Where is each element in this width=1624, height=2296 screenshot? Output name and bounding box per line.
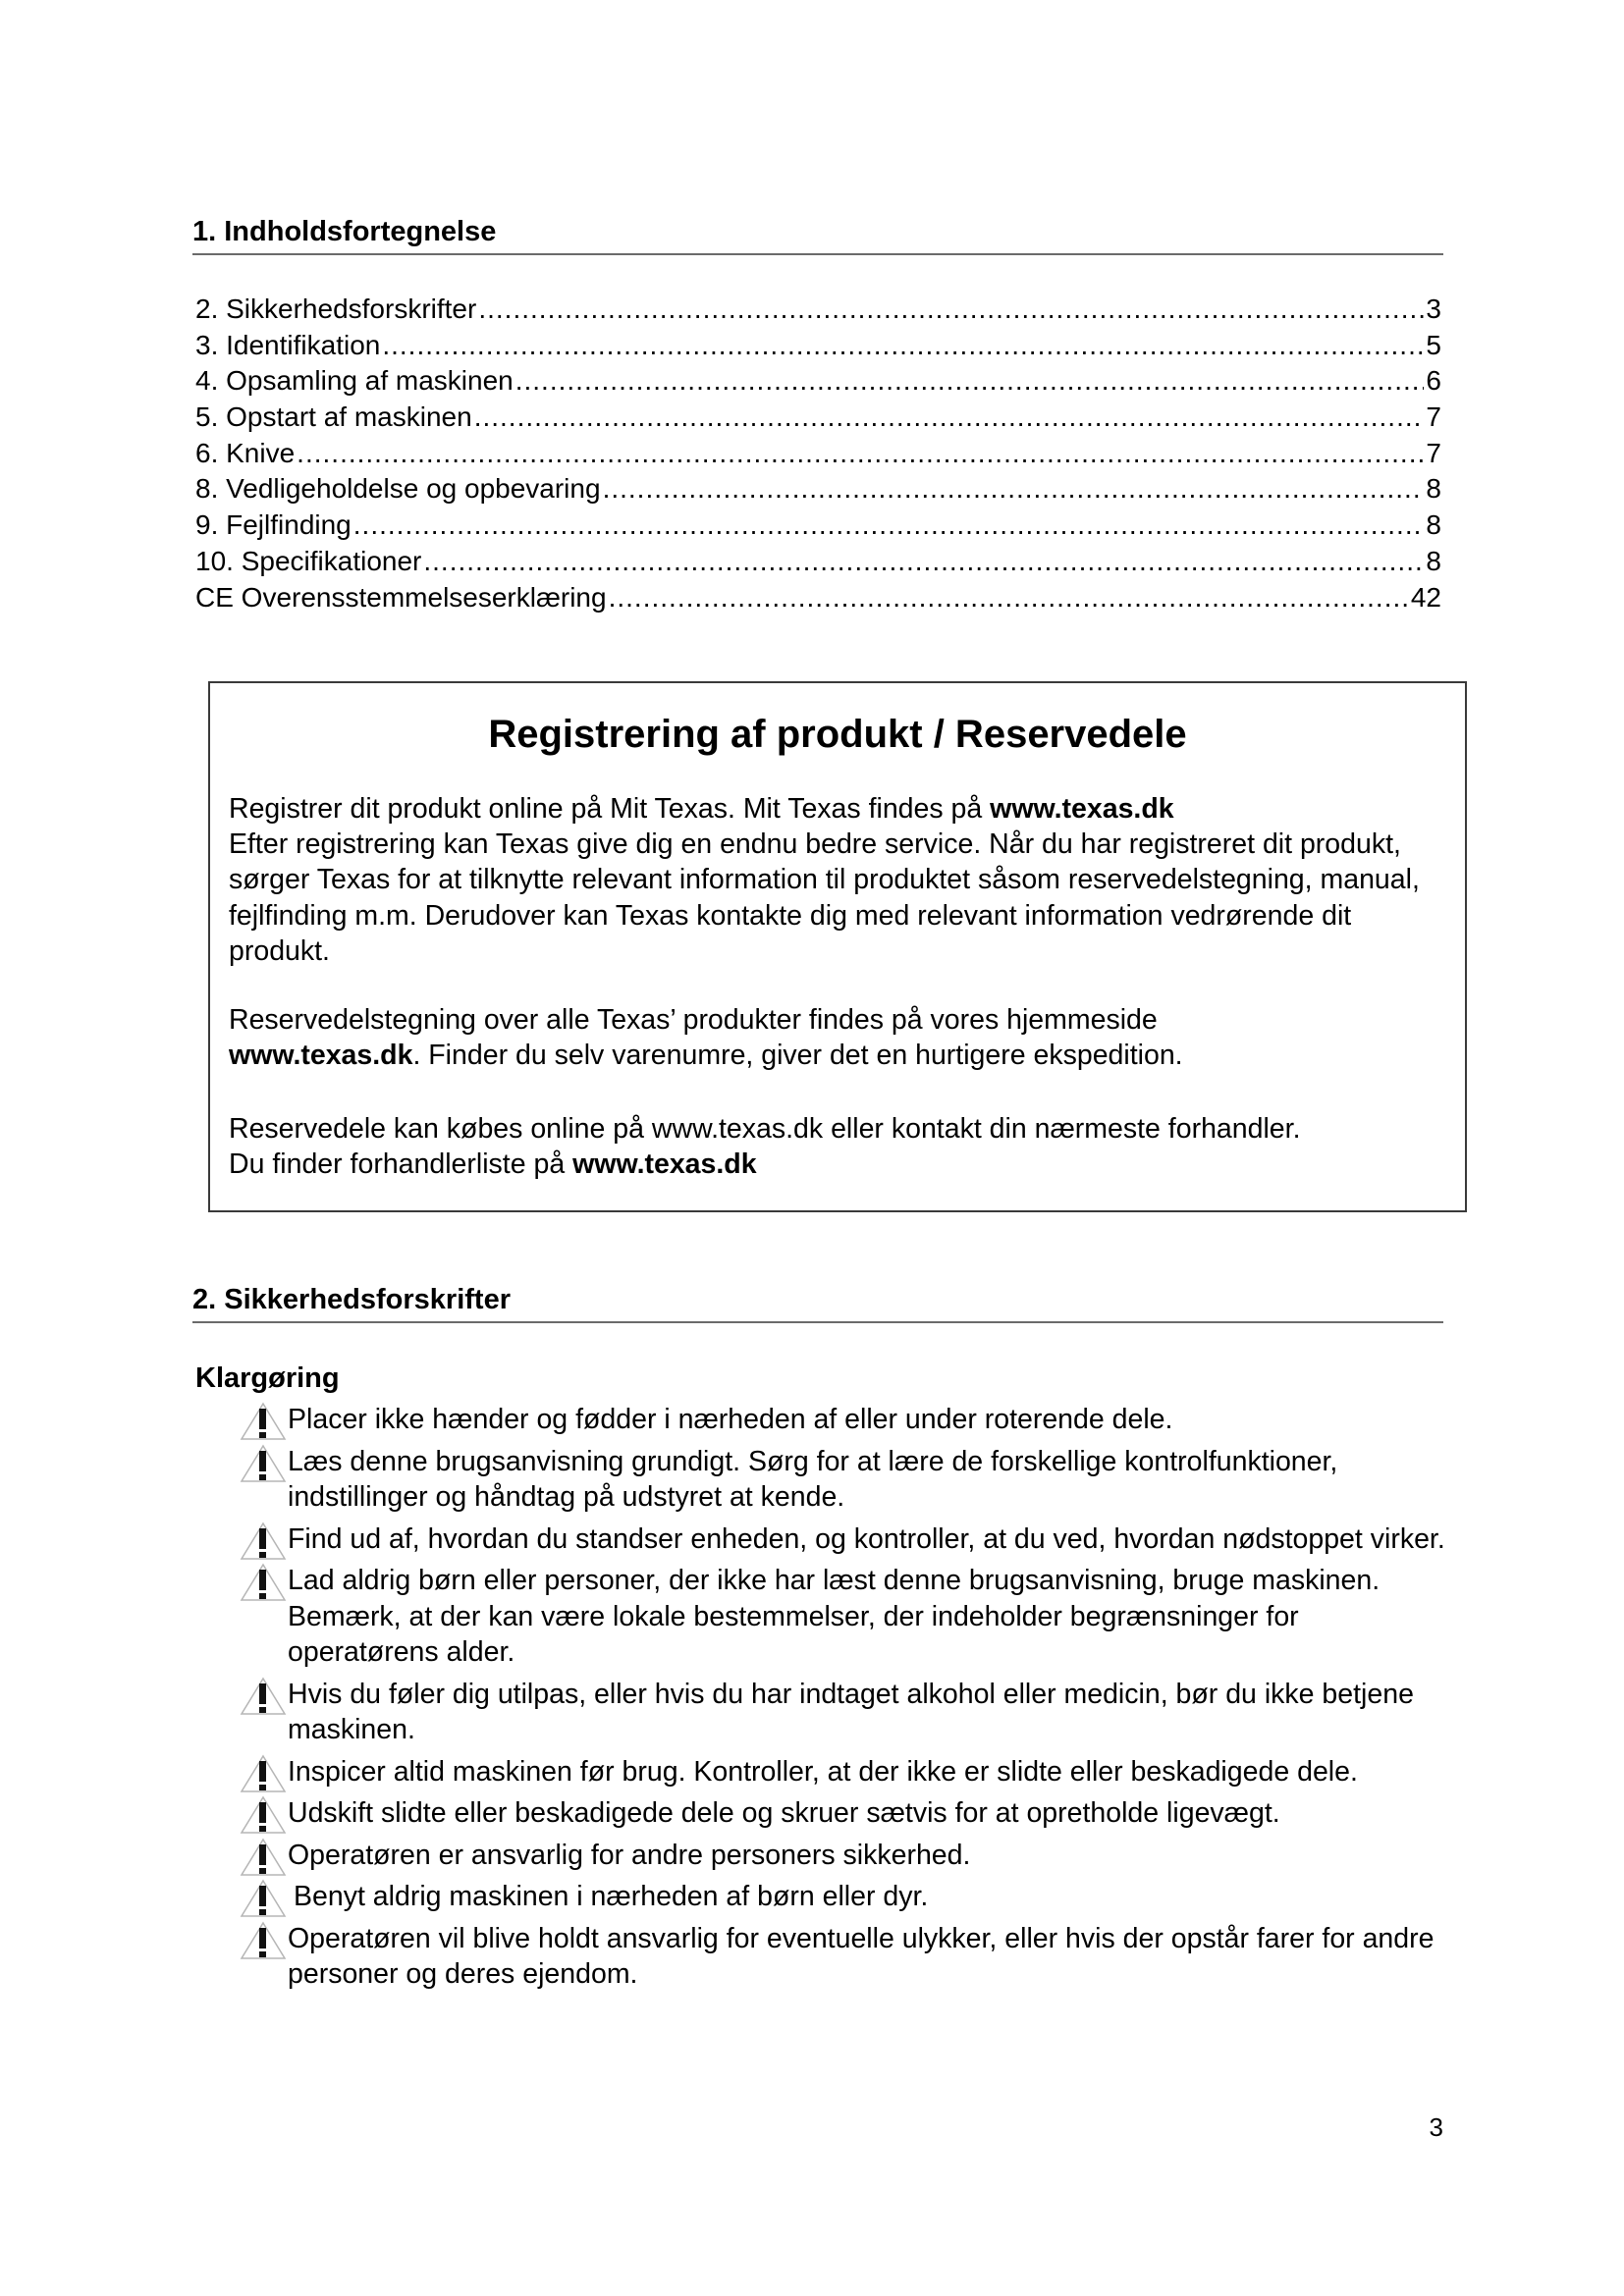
warning-text: Placer ikke hænder og fødder i nærheden af eller under roterende dele.	[288, 1404, 1173, 1435]
warning-item	[236, 1879, 1453, 1915]
toc-entry	[195, 580, 1441, 616]
registration-text: Registrer dit produkt online på Mit Texas. Mit Texas findes på	[229, 793, 991, 825]
warning-triangle-icon	[236, 1754, 287, 1793]
toc-entry-page: 42	[1410, 581, 1441, 613]
warning-item	[236, 1402, 1453, 1438]
toc-entry-title: 9. Fejlfinding	[195, 509, 352, 541]
toc-entry-page: 8	[1426, 509, 1441, 541]
warning-triangle-icon	[236, 1522, 287, 1561]
warning-triangle-icon	[236, 1402, 287, 1441]
warning-text: Benyt aldrig maskinen i nærheden af børn eller dyr.	[294, 1881, 929, 1912]
toc-entry	[195, 471, 1441, 507]
toc-leader-dots	[478, 292, 1424, 328]
toc-entry	[195, 292, 1441, 328]
warning-text: Find ud af, hvordan du standser enheden, og kontroller, at du ved, hvordan nødstoppet virker.	[288, 1522, 1445, 1555]
warning-item	[236, 1795, 1453, 1832]
warning-text: Lad aldrig børn eller personer, der ikke har læst denne brugsanvisning, bruge maskinen. Bemærk, at der kan være lokale bestemmelser, der indeholder begrænsninger for operatørens alder.	[288, 1565, 1380, 1668]
toc-entry	[195, 400, 1441, 436]
toc-entry-page: 7	[1426, 401, 1441, 433]
toc-entry-page: 3	[1426, 294, 1441, 324]
warning-triangle-icon	[236, 1838, 287, 1877]
table-of-contents	[195, 292, 1441, 615]
toc-leader-dots	[603, 471, 1425, 507]
texas-link[interactable]: www.texas.dk	[572, 1148, 757, 1181]
toc-entry	[195, 436, 1441, 472]
warning-text: Hvis du føler dig utilpas, eller hvis du har indtaget alkohol eller medicin, bør du ikke betjene maskinen.	[288, 1678, 1414, 1745]
registration-title: Registrering af produkt / Reservedele	[488, 713, 1187, 756]
warning-triangle-icon	[236, 1921, 287, 1960]
toc-entry-page: 8	[1426, 473, 1441, 505]
warning-text: Operatøren vil blive holdt ansvarlig for eventuelle ulykker, eller hvis der opstår farer for andre personer og deres ejendom.	[288, 1922, 1435, 1990]
toc-entry-page: 5	[1426, 329, 1441, 360]
texas-link[interactable]: www.texas.dk	[229, 1040, 413, 1072]
toc-leader-dots	[423, 544, 1424, 580]
warning-item	[236, 1522, 1453, 1558]
registration-box	[208, 681, 1467, 1212]
toc-entry-title: 10. Specifikationer	[195, 545, 422, 576]
toc-leader-dots	[297, 436, 1424, 472]
texas-link[interactable]: www.texas.dk	[990, 793, 1174, 825]
toc-leader-dots	[382, 328, 1424, 364]
registration-paragraph-2	[229, 1002, 1456, 1073]
warning-item	[236, 1563, 1453, 1671]
warning-text: Udskift slidte eller beskadigede dele og skruer sætvis for at opretholde ligevægt.	[288, 1797, 1280, 1829]
warning-triangle-icon	[236, 1879, 287, 1918]
registration-text: Reservedelstegning over alle Texas’ produkter findes på vores hjemmeside	[229, 1004, 1158, 1036]
registration-text: Efter registrering kan Texas give dig en endnu bedre service. Når du har registreret dit produkt, sørger Texas for at tilknytte relevant information til produktet såsom reservedelstegning, manual, fejlfinding m.m. Derudover kan Texas kontakte dig med relevant information vedrørende dit produkt.	[229, 828, 1420, 967]
warning-item	[236, 1677, 1453, 1748]
registration-text: . Finder du selv varenumre, giver det en hurtigere ekspedition.	[412, 1040, 1183, 1072]
warning-item	[236, 1754, 1453, 1790]
warning-item	[236, 1838, 1453, 1874]
toc-entry-page: 8	[1426, 545, 1441, 576]
toc-leader-dots	[474, 400, 1425, 436]
toc-entry	[195, 544, 1441, 580]
toc-heading: 1. Indholdsfortegnelse	[192, 214, 1443, 255]
toc-entry-title: 3. Identifikation	[195, 329, 381, 360]
safety-heading: 2. Sikkerhedsforskrifter	[192, 1282, 1443, 1323]
warning-triangle-icon	[236, 1795, 287, 1835]
toc-entry-title: 8. Vedligeholdelse og opbevaring	[195, 473, 601, 505]
toc-entry-title: 4. Opsamling af maskinen	[195, 365, 514, 397]
warning-item	[236, 1921, 1453, 1993]
toc-leader-dots	[353, 507, 1425, 544]
toc-entry	[195, 328, 1441, 364]
toc-entry-page: 6	[1426, 365, 1441, 397]
warning-triangle-icon	[236, 1444, 287, 1483]
registration-paragraph-3	[229, 1111, 1456, 1182]
registration-paragraph-1	[229, 791, 1456, 969]
registration-text: Reservedele kan købes online på www.texas.dk eller kontakt din nærmeste forhandler.	[229, 1113, 1301, 1145]
warning-list	[236, 1402, 1453, 1993]
warning-text: Operatøren er ansvarlig for andre personers sikkerhed.	[288, 1839, 971, 1871]
warning-triangle-icon	[236, 1677, 287, 1716]
page-number: 3	[1429, 2112, 1443, 2142]
toc-leader-dots	[515, 363, 1425, 400]
toc-entry	[195, 363, 1441, 400]
toc-entry-title: 5. Opstart af maskinen	[195, 401, 472, 433]
warning-triangle-icon	[236, 1563, 287, 1602]
toc-entry-title: CE Overensstemmelseserklæring	[195, 581, 607, 613]
warning-text: Læs denne brugsanvisning grundigt. Sørg for at lære de forskellige kontrolfunktioner, indstillinger og håndtag på udstyret at kende.	[288, 1445, 1338, 1513]
warning-text: Inspicer altid maskinen før brug. Kontroller, at der ikke er slidte eller beskadigede dele.	[288, 1755, 1358, 1788]
toc-entry-title: 6. Knive	[195, 437, 296, 468]
toc-entry-page: 7	[1426, 437, 1441, 468]
toc-leader-dots	[609, 580, 1409, 616]
registration-text: Du finder forhandlerliste på	[229, 1148, 573, 1181]
toc-entry-title: 2. Sikkerhedsforskrifter	[195, 294, 477, 324]
warning-item	[236, 1444, 1453, 1516]
klargoering-subheading: Klargøring	[195, 1362, 340, 1394]
toc-entry	[195, 507, 1441, 544]
